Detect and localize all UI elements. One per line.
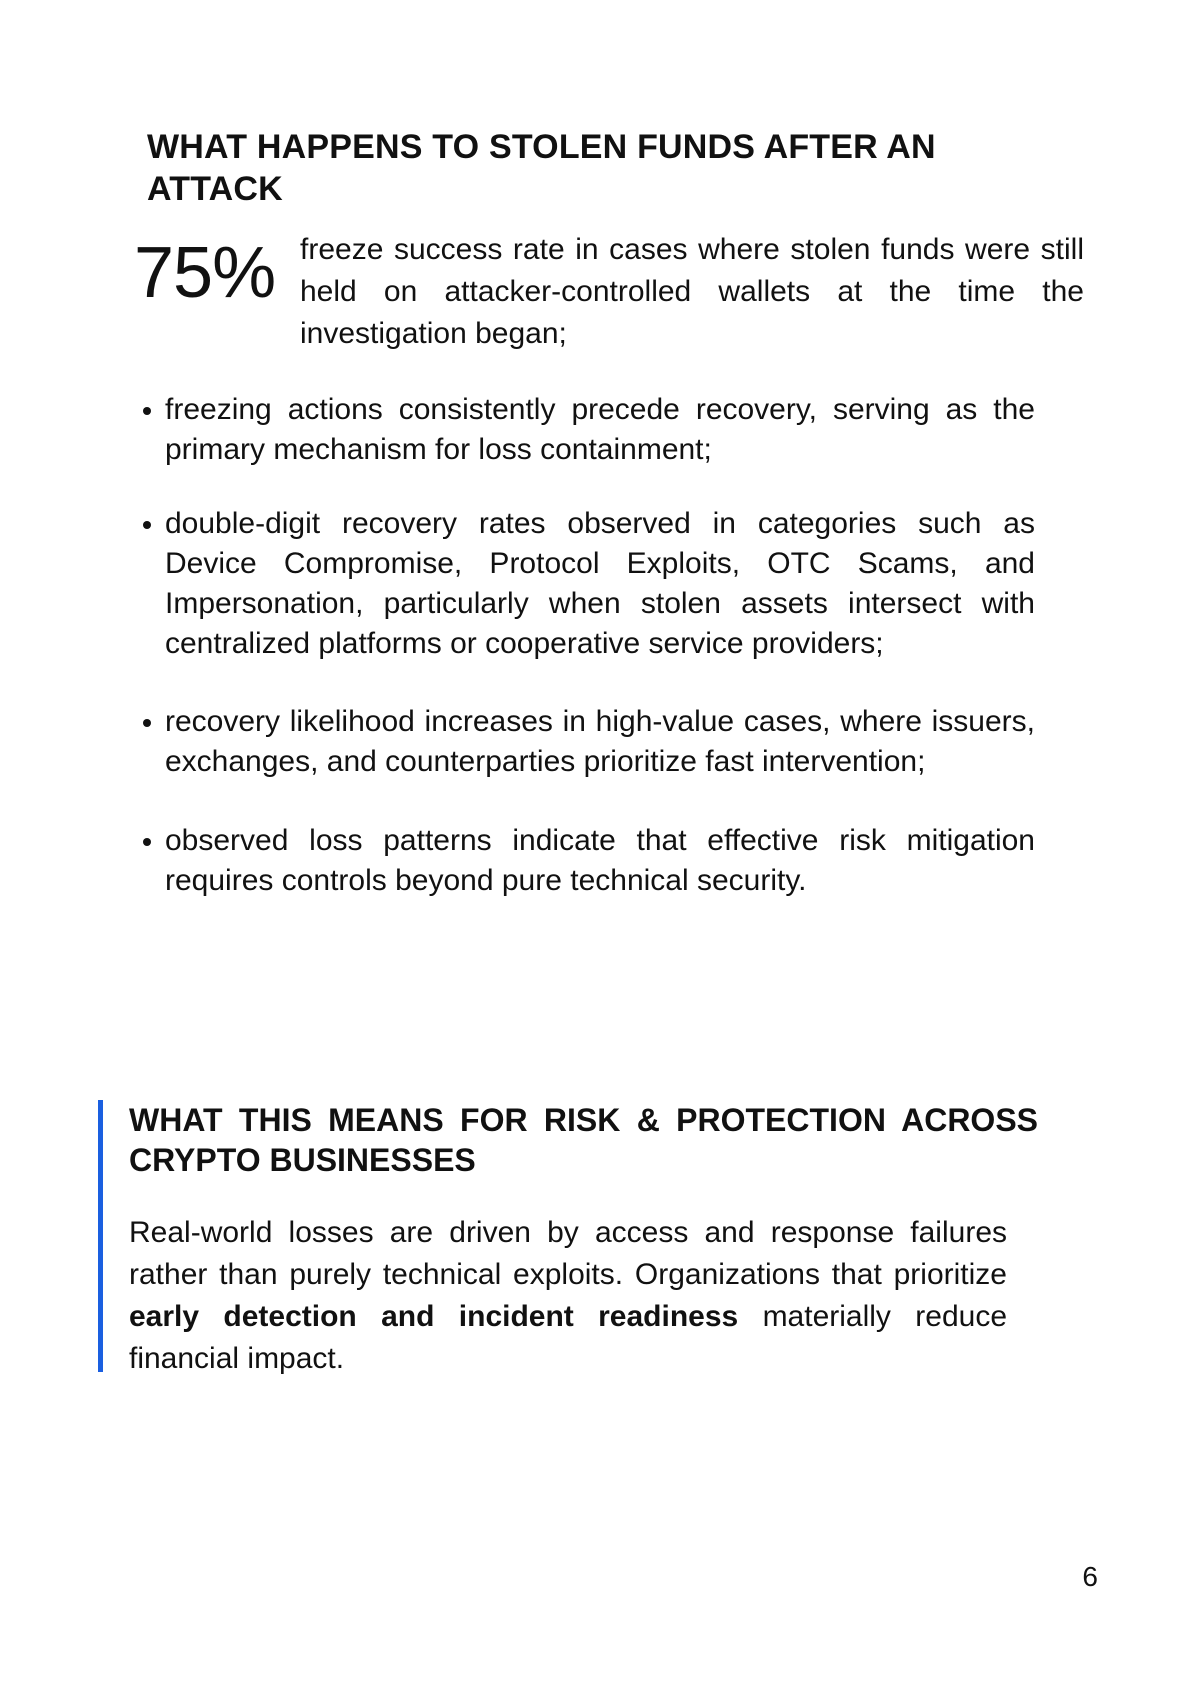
callout-text — [129, 1212, 1007, 1380]
stat-value: 75% — [134, 233, 276, 313]
bullet-icon — [143, 407, 151, 415]
page-number: 6 — [1082, 1561, 1098, 1592]
bullet-icon — [143, 838, 151, 846]
callout-text-bold: early detection and incident readiness — [129, 1300, 739, 1333]
list-item-text: double-digit recovery rates observed in categories such as Device Compromise, Protocol Exploits, OTC Scams, and Impersonation, particularly when stolen assets intersect with centralized platforms or cooperative service providers; — [165, 507, 1035, 660]
section-title: WHAT HAPPENS TO STOLEN FUNDS AFTER AN ATTACK — [147, 128, 936, 208]
list-item — [165, 702, 1035, 782]
callout-title: WHAT THIS MEANS FOR RISK & PROTECTION ACROSS CRYPTO BUSINESSES — [129, 1102, 1038, 1178]
list-item-text: freezing actions consistently precede recovery, serving as the primary mechanism for loss containment; — [165, 393, 1035, 466]
list-item-text: observed loss patterns indicate that effective risk mitigation requires controls beyond pure technical security. — [165, 824, 1035, 897]
list-item — [165, 821, 1035, 901]
list-item — [165, 390, 1035, 470]
callout-box — [98, 1100, 1038, 1375]
stat-description: freeze success rate in cases where stolen funds were still held on attacker-controlled wallets at the time the investigation began; — [300, 233, 1084, 350]
callout-text-after: materially reduce financial impact. — [129, 1300, 1008, 1375]
bullet-icon — [143, 719, 151, 727]
callout-accent-bar — [98, 1100, 103, 1372]
callout-text-before: Real-world losses are driven by access and response failures rather than purely technical exploits. Organizations that prioritize — [129, 1216, 1007, 1291]
findings-list — [165, 390, 1035, 933]
bullet-icon — [143, 521, 151, 529]
list-item — [165, 504, 1035, 664]
list-item-text: recovery likelihood increases in high-value cases, where issuers, exchanges, and counterparties prioritize fast intervention; — [165, 705, 1035, 778]
